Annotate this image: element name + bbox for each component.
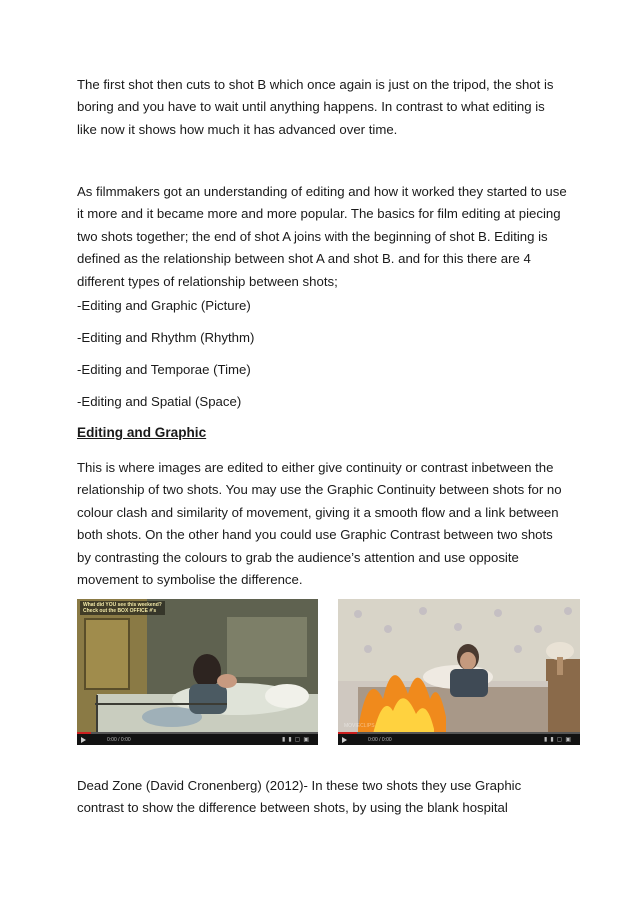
overlay-line-1: What did YOU see this weekend? bbox=[83, 602, 162, 608]
list-item-temporal: -Editing and Temporae (Time) bbox=[77, 362, 251, 377]
player-controls-icons[interactable]: ▮▮▢▣ bbox=[282, 737, 312, 743]
section-heading: Editing and Graphic bbox=[77, 425, 207, 440]
film-still-hospital[interactable] bbox=[77, 599, 318, 745]
player-controls-icons[interactable]: ▮▮▢▣ bbox=[544, 737, 574, 743]
film-still-burning-bed[interactable] bbox=[338, 599, 580, 745]
list-item-spatial: -Editing and Spatial (Space) bbox=[77, 394, 242, 409]
list-item-rhythm: -Editing and Rhythm (Rhythm) bbox=[77, 330, 255, 345]
hospital-scene-image bbox=[77, 599, 318, 745]
paragraph-graphic: This is where images are edited to either give continuity or contrast inbetween the relationship of two shots. You may use the Graphic Continuity between shots for no colour clash and similarity of movement, giving it a smooth flow and a link between both shots. On the other hand you could use Graphic Contrast between two shots by contrasting the colours to grab the audience’s attention and use opposite movement to symbolise the difference. bbox=[77, 460, 562, 588]
video-watermark: MOVIECLIPS bbox=[344, 723, 375, 729]
video-control-bar bbox=[77, 734, 318, 745]
play-icon[interactable] bbox=[342, 737, 347, 743]
video-time: 0:00 / 0:00 bbox=[107, 737, 131, 743]
video-time: 0:00 / 0:00 bbox=[368, 737, 392, 743]
video-annotation-overlay[interactable] bbox=[80, 601, 165, 615]
paragraph-editing-basics: As filmmakers got an understanding of editing and how it worked they started to use it more and it became more and more popular. The basics for film editing at piecing two shots together; the end of shot A joins with the beginning of shot B. Editing is defined as the relationship between shot A and shot B. and for this there are 4 different types of relationship between shots; bbox=[77, 184, 567, 289]
paragraph-intro: The first shot then cuts to shot B which once again is just on the tripod, the shot is boring and you have to wait until anything happens. In contrast to what editing is like now it shows how much it has advanced over time. bbox=[77, 77, 554, 137]
video-control-bar bbox=[338, 734, 580, 745]
list-item-graphic: -Editing and Graphic (Picture) bbox=[77, 298, 251, 313]
paragraph-dead-zone: Dead Zone (David Cronenberg) (2012)- In these two shots they use Graphic contrast to show the difference between shots, by using the blank hospital bbox=[77, 778, 522, 816]
play-icon[interactable] bbox=[81, 737, 86, 743]
overlay-line-2: Check out the BOX OFFICE #'s bbox=[83, 608, 157, 614]
